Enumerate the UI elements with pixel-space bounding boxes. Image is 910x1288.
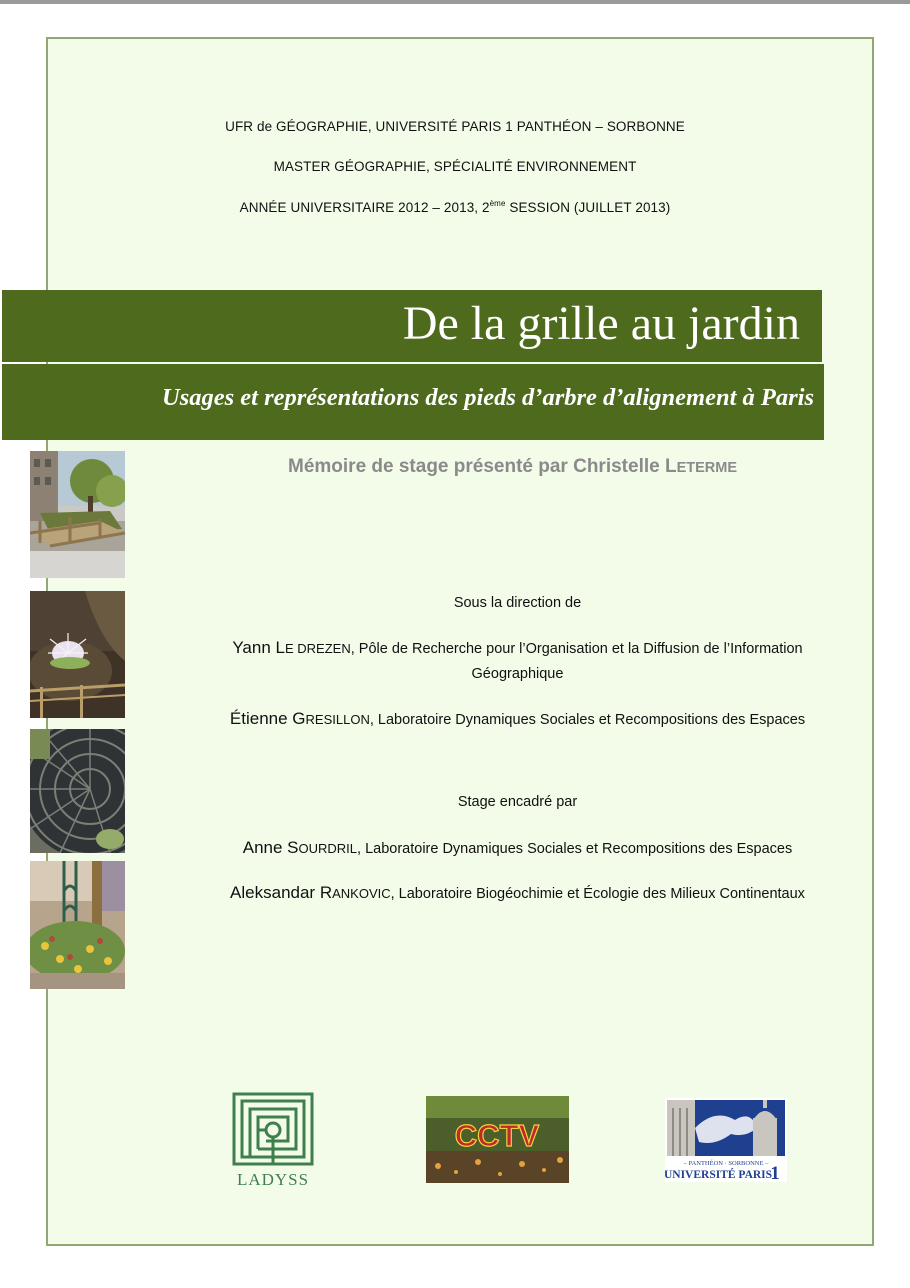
direction-heading: Sous la direction de <box>453 595 582 611</box>
supervisor-2-first: Aleksandar R <box>230 883 333 902</box>
cctv-logo <box>426 1096 569 1183</box>
paris1-logo-number: 1 <box>770 1163 780 1182</box>
title-band <box>2 290 822 362</box>
supervisor-2-surname: ANKOVIC <box>332 886 391 901</box>
paris1-logo-subtitle: – PANTHÉON · SORBONNE – <box>683 1160 769 1167</box>
director-1-surname: E DREZEN <box>284 641 351 656</box>
director-1-first: Yann L <box>232 638 285 657</box>
annee-sup: ème <box>489 199 506 208</box>
ladyss-logo-text: LADYSS <box>236 1170 310 1189</box>
cctv-logo-text: CCTV <box>454 1118 540 1153</box>
director-2-affiliation: , Laboratoire Dynamiques Sociales et Recompositions des Espaces <box>369 712 806 728</box>
supervisor-1-affiliation: , Laboratoire Dynamiques Sociales et Recompositions des Espaces <box>357 841 793 857</box>
top-edge <box>0 0 910 4</box>
photo-flower-bed <box>30 861 125 989</box>
annee-text: ANNÉE UNIVERSITAIRE 2012 – 2013, 2 <box>239 200 490 215</box>
supervisor-1-surname: OURDRIL <box>298 841 358 856</box>
memoire-surname: ETERME <box>676 460 737 476</box>
director-le-drezen-cont: Géographique <box>471 666 564 682</box>
photo-tree-grate <box>30 729 125 853</box>
photo-flower-tree-base <box>30 591 125 718</box>
supervisor-2-affiliation: , Laboratoire Biogéochimie et Écologie des Milieux Continentaux <box>390 886 805 902</box>
annee-session: SESSION (JUILLET 2013) <box>505 200 671 215</box>
page-title: De la grille au jardin <box>402 297 800 350</box>
memoire-prefix: Mémoire de stage présenté par Christelle L <box>288 456 677 477</box>
director-2-surname: RESILLON <box>305 712 370 727</box>
photo-tree-bed-fence <box>30 451 125 578</box>
director-gresillon <box>125 709 910 729</box>
director-2-first: Étienne G <box>229 709 306 728</box>
supervisor-1-first: Anne S <box>242 838 299 857</box>
supervisor-rankovic <box>125 883 910 903</box>
supervision-heading: Stage encadré par <box>457 794 578 810</box>
header-line-ufr: UFR de GÉOGRAPHIE, UNIVERSITÉ PARIS 1 PANTHÉON – SORBONNE <box>225 119 685 134</box>
ladyss-logo <box>232 1092 314 1190</box>
director-le-drezen <box>125 638 910 658</box>
page-subtitle: Usages et représentations des pieds d’arbre d’alignement à Paris <box>162 384 814 411</box>
paris1-logo <box>665 1098 787 1182</box>
subtitle-band <box>2 364 824 440</box>
memoire-line <box>0 456 910 478</box>
header-line-annee <box>0 199 910 215</box>
paris1-logo-main: UNIVERSITÉ PARIS <box>665 1169 773 1181</box>
supervisor-sourdril <box>125 838 910 858</box>
header-line-master: MASTER GÉOGRAPHIE, SPÉCIALITÉ ENVIRONNEMENT <box>273 159 637 174</box>
director-1-affiliation: , Pôle de Recherche pour l’Organisation et la Diffusion de l’Information <box>350 641 803 657</box>
